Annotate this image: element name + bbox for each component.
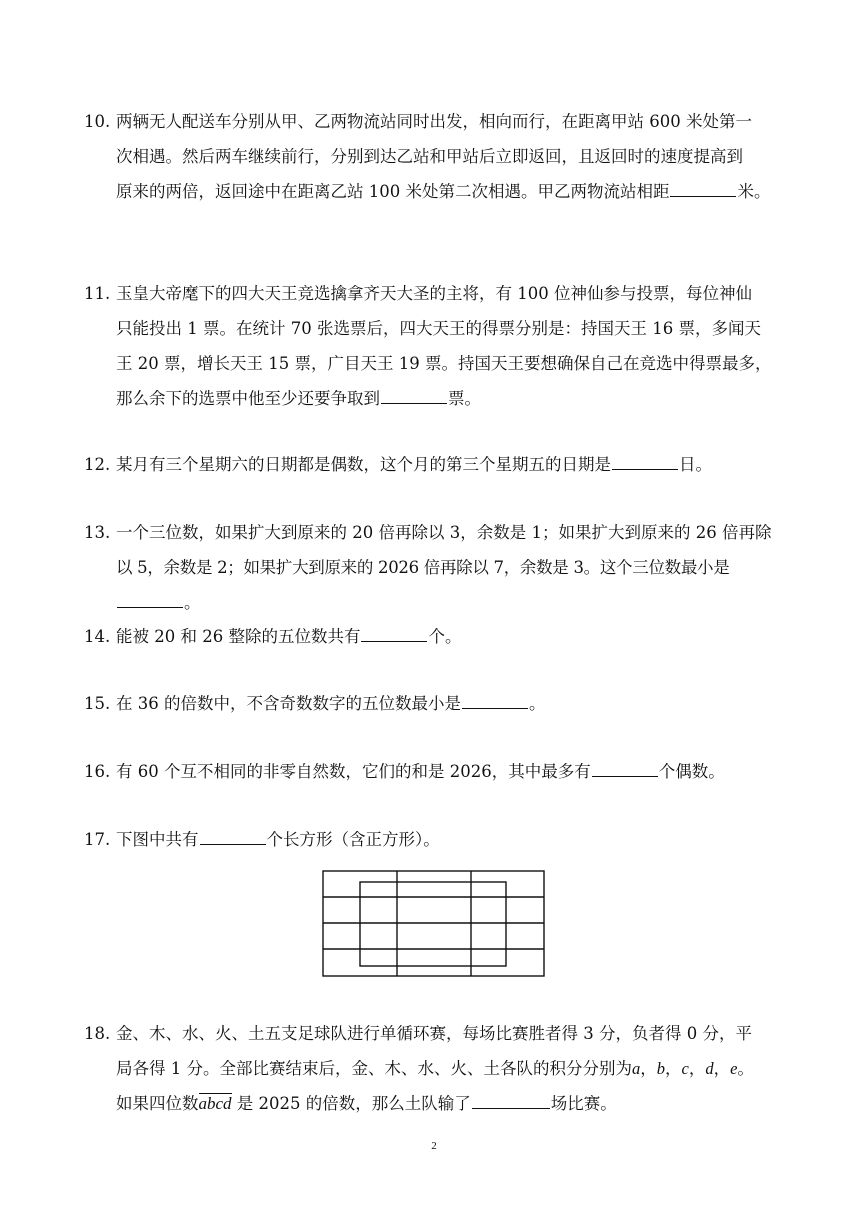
question-line: 局各得 1 分。全部比赛结束后，金、木、水、火、土各队的积分分别为a，b，c，d，e。 (116, 1059, 754, 1078)
question-line: 次相遇。然后两车继续前行，分别到达乙站和甲站后立即返回，且返回时的速度提高到 (116, 147, 743, 166)
question-14 (84, 619, 794, 654)
question-line: 下图中共有 个长方形（含正方形）。 (116, 830, 440, 849)
question-line: 在 36 的倍数中，不含奇数数字的五位数最小是 。 (116, 694, 546, 713)
variable-a: a (632, 1059, 641, 1078)
answer-blank[interactable] (472, 1092, 550, 1109)
question-18 (84, 1016, 794, 1121)
question-number: 14. (84, 627, 111, 646)
question-13 (84, 515, 794, 620)
question-line: 一个三位数，如果扩大到原来的 20 倍再除以 3，余数是 1；如果扩大到原来的 26 倍再除 (116, 523, 772, 542)
question-line: 两辆无人配送车分别从甲、乙两物流站同时出发，相向而行，在距离甲站 600 米处第一 (116, 112, 752, 131)
question-line: 只能投出 1 票。在统计 70 张选票后，四大天王的得票分别是：持国天王 16 票，多闻天 (116, 319, 761, 338)
question-line: 以 5，余数是 2；如果扩大到原来的 2026 倍再除以 7，余数是 3。这个三位数最小是。 (116, 558, 730, 612)
question-line: 玉皇大帝麾下的四大天王竞选擒拿齐天大圣的主将，有 100 位神仙参与投票，每位神仙 (116, 284, 752, 303)
question-15 (84, 686, 794, 721)
answer-blank[interactable] (381, 387, 447, 404)
question-line: 某月有三个星期六的日期都是偶数，这个月的第三个星期五的日期是 日。 (116, 455, 712, 474)
overlined-number: abcd (198, 1094, 232, 1113)
question-line: 有 60 个互不相同的非零自然数，它们的和是 2026，其中最多有 个偶数。 (116, 762, 725, 781)
answer-blank[interactable] (670, 180, 736, 197)
rectangle-grid-figure (322, 870, 546, 978)
answer-blank[interactable] (462, 692, 528, 709)
question-number: 13. (84, 523, 111, 542)
page-number: 2 (431, 1140, 437, 1152)
question-line: 金、木、水、火、土五支足球队进行单循环赛，每场比赛胜者得 3 分，负者得 0 分，平 (116, 1024, 752, 1043)
answer-blank[interactable] (361, 625, 427, 642)
answer-blank[interactable] (117, 591, 183, 608)
question-number: 12. (84, 455, 111, 474)
question-number: 16. (84, 762, 111, 781)
question-11 (84, 276, 794, 416)
variable-c: c (681, 1059, 689, 1078)
inner-rectangle (360, 882, 506, 966)
question-line: 如果四位数abcd 是 2025 的倍数，那么土队输了 场比赛。 (116, 1094, 617, 1113)
variable-d: d (705, 1059, 714, 1078)
variable-e: e (730, 1059, 738, 1078)
question-line: 王 20 票，增长天王 15 票，广目天王 19 票。持国天王要想确保自己在竞选中得票最多， (116, 354, 772, 373)
question-10 (84, 104, 794, 209)
answer-blank[interactable] (612, 453, 678, 470)
question-number: 15. (84, 694, 111, 713)
variable-b: b (656, 1059, 665, 1078)
question-12 (84, 447, 794, 482)
question-line: 原来的两倍，返回途中在距离乙站 100 米处第二次相遇。甲乙两物流站相距 米。 (116, 182, 771, 201)
question-number: 17. (84, 830, 111, 849)
question-16 (84, 754, 794, 789)
question-number: 18. (84, 1024, 111, 1043)
question-line: 能被 20 和 26 整除的五位数共有 个。 (116, 627, 462, 646)
question-number: 10. (84, 112, 111, 131)
question-number: 11. (84, 284, 111, 303)
question-line: 那么余下的选票中他至少还要争取到 票。 (116, 389, 481, 408)
question-17 (84, 822, 794, 857)
answer-blank[interactable] (592, 760, 658, 777)
answer-blank[interactable] (200, 828, 266, 845)
